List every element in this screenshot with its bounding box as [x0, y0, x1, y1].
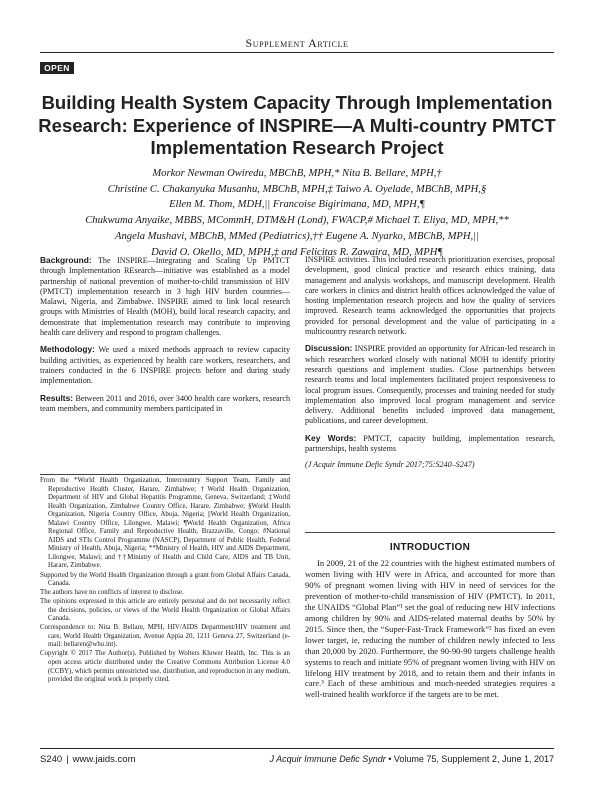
footnote-disclaimer: The opinions expressed in this article are entirely personal and do not necessarily reflect the decisions, policies, or views of the World Health Organization or Global Affairs Canada.: [40, 598, 290, 623]
footnote-copyright: Copyright © 2017 The Author(s). Published by Wolters Kluwer Health, Inc. This is an open access article distributed under the Creative Commons Attribution License 4.0 (CCBY), which permits unrestricted use, distribution, and reproduction in any medium, provided the original work is properly cited.: [40, 650, 290, 684]
abstract-text: We used a mixed methods approach to review capacity building activities, as experienced by health care workers, researchers, and trainers conducted in the 6 INSPIRE projects before and during study implementation.: [40, 345, 290, 386]
journal-citation: (J Acquir Immune Defic Syndr 2017;75:S240–S247): [305, 460, 475, 470]
abstract-text: Between 2011 and 2016, over 3400 health care workers, research team members, and community members participated in: [40, 393, 290, 413]
author-line: Morkor Newman Owiredu, MBChB, MPH,* Nita B. Bellare, MPH,†: [152, 168, 442, 179]
footer-rule: [40, 748, 554, 749]
introduction-paragraph: In 2009, 21 of the 22 countries with the highest estimated numbers of women living with HIV were in Africa, and accounted for more than 90% of pregnant women living with HIV in need of services for the prevention of mother-to-child transmission of HIV (PMTCT). In 2011, the UNAIDS “Global Plan”¹ set the goal of reducing new HIV infections among children by 90% and AIDS-related maternal deaths by 50% by 2015. Since then, the “Super-Fast-Track Framework”² has fixed an even lower target, ie, reducing the number of children newly infected to less than 20,000 by 2020. Furthermore, the 90-90-90 targets challenge health systems to reach and initiate 95% of pregnant women living with HIV on lifelong HIV treatment by 2018, and to retain them and their infants in care.³ Each of these ambitious and much-needed strategies requires a well-trained health workforce if the targets are to be met.: [305, 558, 555, 700]
abstract-label: Methodology:: [40, 344, 95, 355]
footnote-conflicts: The authors have no conflicts of interest to disclose.: [40, 589, 184, 597]
section-heading: INTRODUCTION: [389, 542, 471, 553]
title-line: Building Health System Capacity Through Implementation: [41, 92, 553, 113]
title-line: Implementation Research Project: [150, 137, 444, 158]
author-line: David O. Okello, MD, MPH,‡ and Felicitas R. Zawaira, MD, MPH¶: [151, 246, 443, 258]
footnote-correspondence: Correspondence to: Nita B. Bellare, MPH, HIV/AIDS Department/HIV treatment and care, World Health Organization, Avenue Appia 20, 1211 Geneva 27, Switzerland (e-mail: bellaren@who.int).: [40, 624, 290, 649]
open-access-badge: OPEN: [40, 62, 74, 74]
page-number: S240: [40, 754, 63, 765]
footnote-rule: [40, 474, 290, 475]
abstract-discussion: [305, 343, 555, 426]
journal-issue: • Volume 75, Supplement 2, June 1, 2017: [385, 754, 554, 764]
journal-website[interactable]: www.jaids.com: [72, 754, 136, 765]
header-rule: [40, 52, 554, 53]
author-list: [30, 166, 564, 260]
page-footer-right: [270, 754, 555, 764]
abstract-label: Results:: [40, 392, 74, 403]
author-line: Christine C. Chakanyuka Musanhu, MBChB, MPH,‡ Taiwo A. Oyelade, MBChB, MPH,§: [107, 183, 487, 195]
page-footer-left: [40, 754, 135, 765]
footnote-affiliations: From the *World Health Organization, Intercountry Support Team, Family and Reproductive Health Cluster, Harare, Zimbabwe; †World Health Organization, Department of HIV and Global Hepatitis Programme, Geneva, Switzerland; ‡World Health Organization, Zimbabwe Country Office, Harare, Zimbabwe; §World Health Organization, Nigeria Country Office, Abuja, Nigeria; ||World Health Organization, Malawi Country Office, Lilongwe, Malawi; ¶World Health Organization, Africa Regional Office, Family and Reproductive Health, Brazzaville, Congo; #National AIDS and STIs Control Programme (NASCP), Department of Public Health, Federal Ministry of Health, Abuja, Nigeria; **Ministry of Health, HIV and AIDS Department, Lilongwe, Malawi; and ††Ministry of Health and Child Care, AIDS and TB Unit, Harare, Zimbabwe.: [40, 477, 290, 570]
abstract-text: The INSPIRE—Integrating and Scaling Up PMTCT through Implementation REsearch—initiative was established as a model partnership of national prevention of mother-to-child transmission of HIV (PMTCT) implementation research in 3 high HIV burden countries—Malawi, Nigeria, and Zimbabwe. INSPIRE aimed to link local research groups with Ministries of Health (MOH), build local research capacity, and demonstrate that implementation research may contribute to improving health care delivery and respond to program challenges.: [40, 256, 290, 338]
footnotes: [40, 477, 290, 685]
footnote-funding: Supported by the World Health Organization through a grant from Global Affairs Canada, Canada.: [40, 571, 290, 588]
abstract-left-column: [40, 255, 290, 420]
abstract-background: [40, 255, 290, 338]
abstract-right-column: [305, 255, 555, 477]
abstract-keywords: [305, 433, 555, 455]
footer-separator: |: [66, 754, 69, 765]
abstract-results-continued: [305, 255, 555, 337]
title-line: Research: Experience of INSPIRE—A Multi-country PMTCT: [38, 114, 556, 136]
author-line: Angela Mushavi, MBChB, MMed (Pediatrics),†† Eugene A. Nyarko, MBChB, MPH,||: [115, 230, 479, 242]
author-line: Ellen M. Thom, MDH,|| Francoise Bigirimana, MD, MPH,¶: [169, 199, 425, 211]
abstract-text: PMTCT, capacity building, implementation research, partnerships, health systems: [305, 433, 555, 454]
abstract-methodology: [40, 344, 290, 386]
article-title: [20, 92, 574, 160]
abstract-end-rule: [305, 532, 555, 533]
abstract-label: Background:: [40, 255, 92, 265]
abstract-label: Discussion:: [305, 343, 353, 354]
abstract-results-start: [40, 393, 290, 415]
journal-name: J Acquir Immune Defic Syndr: [269, 754, 386, 764]
abstract-label: Key Words:: [305, 432, 357, 443]
abstract-text: INSPIRE provided an opportunity for African-led research in which researchers worked closely with national MOH to identify priority research questions and implement studies. Close partnerships between research teams and local implementers facilitated project responsiveness to local program issues. Consequently, processes and training needed for study implementation also improved local program management and service delivery. Additional benefits included improved data management, publications, and career development.: [305, 344, 555, 426]
abstract-text: INSPIRE activities. This included research prioritization exercises, proposal development, good clinical practice and research ethics training, data management and analysis workshops, and manuscript development. Health care workers in clinics and district health offices acknowledged the value of hosting implementation research projects and how the quality of services improved. Research teams acknowledged the opportunities that projects provided for personal development and the value of participating in a multicountry research network.: [305, 255, 555, 337]
author-line: Chukwuma Anyaike, MBBS, MCommH, DTM&H (Lond), FWACP,# Michael T. Eliya, MD, MPH,**: [85, 215, 509, 227]
running-head: Supplement Article: [245, 36, 349, 50]
